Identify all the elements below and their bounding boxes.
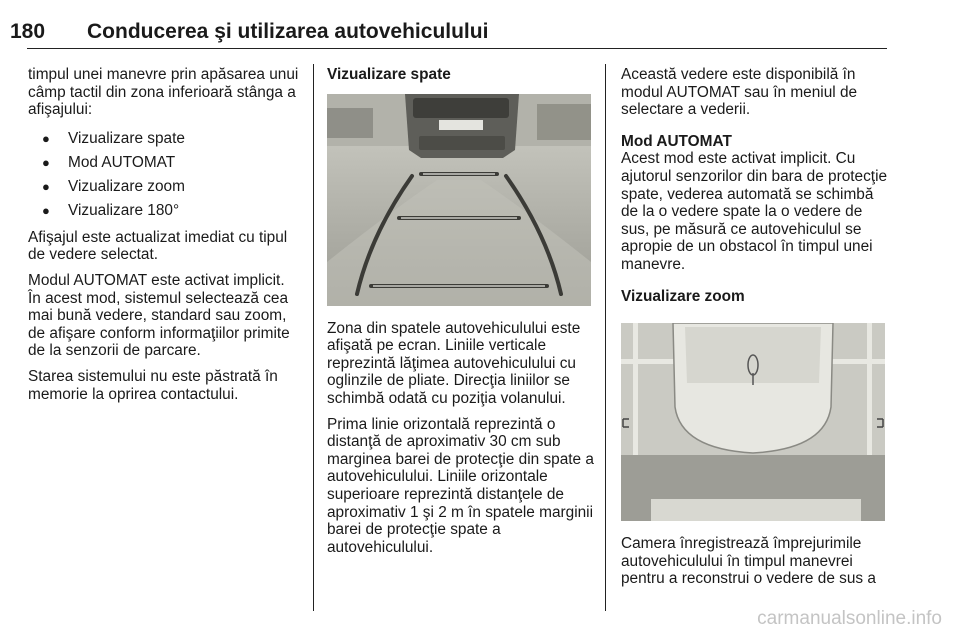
- auto-mode-text: Acest mod este activat implicit. Cu ajutorul senzorilor din bara de protecţie spate, vederea automată se schimbă de la o vedere spate la o vedere de sus, pe măsură ce autovehiculul se apropie de un obstacol în timpul unei manevre.: [621, 150, 888, 273]
- intro-paragraph: timpul unei manevre prin apăsarea unui câmp tactil din zona inferioară stânga a afişajului:: [28, 66, 299, 119]
- auto-mode-heading: Mod AUTOMAT: [621, 132, 732, 150]
- availability-paragraph: Această vedere este disponibilă în modul AUTOMAT sau în meniul de selectare a vederii.: [621, 66, 858, 119]
- column-divider-right: [605, 64, 606, 611]
- rear-view-camera-image: [327, 94, 591, 306]
- rear-view-heading: Vizualizare spate: [327, 66, 451, 83]
- header-divider: [27, 48, 887, 49]
- memory-paragraph: Starea sistemului nu este păstrată în memorie la oprirea contactului.: [28, 367, 278, 403]
- right-column: [621, 66, 893, 596]
- page-number: 180: [10, 20, 46, 43]
- list-item: ● Mod AUTOMAT: [28, 151, 300, 175]
- page-title: Conducerea şi utilizarea autovehiculului: [87, 20, 489, 43]
- middle-column: [327, 66, 595, 564]
- view-options-list: [28, 127, 300, 223]
- horizontal-lines-paragraph: Prima linie orizontală reprezintă o distanţă de aproximativ 30 cm sub marginea barei de protecţie din spate a autovehiculului. Liniile orizontale superioare reprezintă distanţele de aproximativ 1 şi 2 m în spatele marginii barei de protecţie spate a autovehiculului.: [327, 415, 594, 556]
- zoom-view-camera-image: [621, 323, 885, 521]
- zoom-view-heading: Vizualizare zoom: [621, 287, 745, 305]
- list-item: ● Vizualizare zoom: [28, 175, 300, 199]
- display-update-paragraph: Afişajul este actualizat imediat cu tipul de vedere selectat.: [28, 228, 288, 264]
- left-column: [28, 66, 300, 411]
- camera-paragraph: Camera înregistrează împrejurimile autovehiculului în timpul manevrei pentru a reconstrui o vedere de sus a: [621, 535, 876, 588]
- list-item: ● Vizualizare 180°: [28, 199, 300, 223]
- watermark: carmanualsonline.info: [757, 608, 942, 629]
- list-item: ● Vizualizare spate: [28, 127, 300, 151]
- rear-zone-paragraph: Zona din spatele autovehiculului este afişată pe ecran. Liniile verticale reprezintă lăţimea autovehiculului cu oglinzile de pliate. Direcţia liniilor se schimbă odată cu poziţia volanului.: [327, 319, 581, 407]
- auto-mode-paragraph: Modul AUTOMAT este activat implicit. În acest mod, sistemul selectează cea mai bună vedere, standard sau zoom, de afişare conform informaţiilor primite de la senzorii de parcare.: [28, 271, 290, 360]
- column-divider-left: [313, 64, 314, 611]
